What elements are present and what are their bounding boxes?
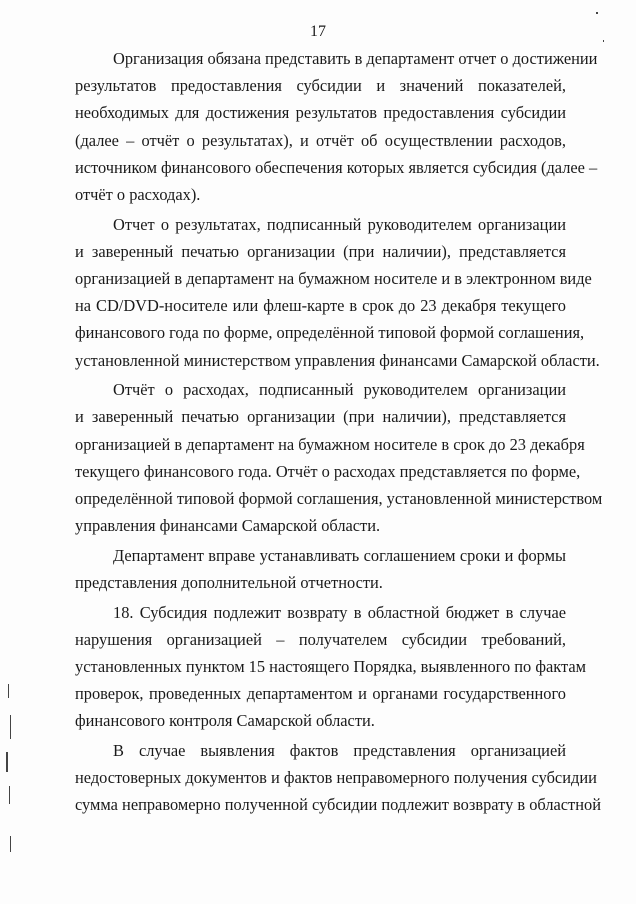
text-line: представления дополнительной отчетности. — [75, 573, 383, 593]
paragraph-expenses-report — [75, 376, 603, 539]
scan-artifact — [603, 40, 604, 42]
page-number: 17 — [310, 23, 326, 40]
text-line: нарушения организацией – получателем субсидии требований, — [75, 629, 566, 649]
scan-artifact — [10, 715, 11, 739]
paragraph-results-report — [75, 211, 600, 374]
text-line: определённой типовой формой соглашения, установленной министерством — [75, 489, 603, 509]
document-body — [75, 45, 603, 819]
text-line: (далее – отчёт о результатах), и отчёт об осуществлении расходов, — [75, 130, 566, 150]
text-line: необходимых для достижения результатов предоставления субсидии — [75, 103, 566, 123]
text-line: Отчёт о расходах, подписанный руководителем организации — [113, 380, 566, 400]
paragraph-additional-reporting — [75, 542, 566, 596]
text-line: финансового контроля Самарской области. — [75, 711, 375, 731]
text-line: и заверенный печатью организации (при наличии), представляется — [75, 407, 566, 427]
text-line: В случае выявления фактов представления организацией — [113, 741, 566, 761]
text-line: источником финансового обеспечения которых является субсидия (далее – — [75, 157, 598, 177]
scan-artifact — [8, 684, 9, 698]
text-line: установленной министерством управления финансами Самарской области. — [75, 350, 600, 370]
text-line: и заверенный печатью организации (при наличии), представляется — [75, 241, 566, 261]
text-line: результатов предоставления субсидии и значений показателей, — [75, 76, 566, 96]
paragraph-unlawful-subsidy — [75, 737, 601, 819]
scan-artifact — [6, 752, 8, 772]
text-line: сумма неправомерно полученной субсидии подлежит возврату в областной — [75, 795, 601, 815]
text-line: установленных пунктом 15 настоящего Порядка, выявленного по фактам — [75, 657, 586, 677]
paragraph-item-18 — [75, 599, 586, 735]
scan-artifact — [9, 786, 10, 804]
text-line: проверок, проведенных департаментом и органами государственного — [75, 684, 566, 704]
text-line: Отчет о результатах, подписанный руководителем организации — [113, 214, 566, 234]
text-line: Организация обязана представить в департамент отчет о достижении — [113, 49, 598, 68]
text-line: 18. Субсидия подлежит возврату в областной бюджет в случае — [113, 602, 566, 622]
text-line: на CD/DVD-носителе или флеш-карте в срок до 23 декабря текущего — [75, 296, 566, 316]
text-line: организацией в департамент на бумажном носителе и в электронном виде — [75, 269, 592, 289]
text-line: недостоверных документов и фактов неправомерного получения субсидии — [75, 768, 597, 788]
paragraph-report-obligation — [75, 45, 598, 208]
text-line: финансового года по форме, определённой типовой формой соглашения, — [75, 323, 585, 343]
text-line: организацией в департамент на бумажном носителе в срок до 23 декабря — [75, 434, 585, 454]
text-line: текущего финансового года. Отчёт о расходах представляется по форме, — [75, 461, 581, 481]
text-line: отчёт о расходах). — [75, 185, 201, 205]
text-line: управления финансами Самарской области. — [75, 516, 381, 536]
scan-artifact — [10, 836, 11, 852]
text-line: Департамент вправе устанавливать соглашением сроки и формы — [113, 545, 566, 565]
scan-artifact — [596, 12, 598, 14]
